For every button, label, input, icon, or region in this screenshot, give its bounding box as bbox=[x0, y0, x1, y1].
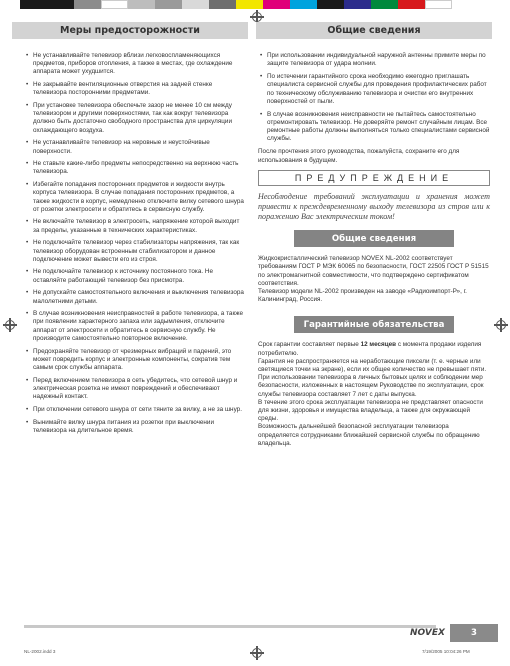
warning-text: Несоблюдение требований эксплуатации и хранения может привести к преждевременному выходу телевизора из строя или к поражению Вас электрическим током! bbox=[258, 191, 490, 222]
warranty-lead-tail: с момента продажи изделия потребителю. bbox=[258, 341, 482, 357]
color-swatch bbox=[317, 0, 344, 9]
color-swatch bbox=[128, 0, 155, 9]
left-bullet-item: • Не ставьте какие-либо предметы непосредственно на верхнюю часть телевизора. bbox=[24, 160, 246, 176]
color-swatch bbox=[263, 0, 290, 9]
right-column bbox=[258, 52, 490, 448]
color-swatch bbox=[371, 0, 398, 9]
general-paragraph-2: Телевизор модели NL-2002 произведен на заводе «Радиоимпорт-Р», г. Калининград, Россия. bbox=[258, 287, 467, 304]
warranty-paragraph: В течение этого срока эксплуатации телевизора не представляет опасности для жизни, здоровья и имущества владельца, а также для окружающей среды. bbox=[258, 398, 483, 423]
general-paragraph-1: Жидкокристаллический телевизор NOVEX NL-2002 соответствует требованиям ГОСТ Р МЭК 60065 по безопасности, ГОСТ 22505 ГОСТ Р 51515 по электромагнитной совместимости, что подтверждено сертификатом соответствия. bbox=[258, 255, 489, 287]
left-bullet-item: • Не подключайте телевизор через стабилизаторы напряжения, так как телевизор оборудован встроенным стабилизатором и данное подключение может вывести его из строя. bbox=[24, 239, 246, 264]
left-bullet-item: • В случае возникновения неисправностей в работе телевизора, а также при появлении характерного запаха или задымления, отключите аппарат от электросети и обратитесь в сервисную службу. Не производите самостоятельно повторное включение. bbox=[24, 310, 246, 343]
color-swatch bbox=[101, 0, 128, 9]
left-bullet-item: • При установке телевизора обеспечьте зазор не менее 10 см между телевизором и другими поверхностями, так как вокруг телевизора должно быть достаточно свободного пространства для циркуляции охлаждающего воздуха. bbox=[24, 102, 246, 135]
color-swatch bbox=[398, 0, 425, 9]
footer-file-info: NL-2002.indd 3 bbox=[24, 649, 56, 654]
color-swatch bbox=[236, 0, 263, 9]
general-section-title: Общие сведения bbox=[294, 230, 454, 247]
left-bullet-item: • Избегайте попадания посторонних предметов и жидкости внутрь корпуса телевизора. В случае попадания посторонних предметов, а также жидкости в корпус, немедленно отключите вилку сетевого шнура от розетки электросети и обратитесь в сервисную службу. bbox=[24, 181, 246, 214]
warning-box bbox=[258, 170, 490, 186]
warranty-period: 12 месяцев bbox=[360, 341, 397, 349]
left-bullet-item: • Не закрывайте вентиляционные отверстия на задней стенке телевизора посторонними предметами. bbox=[24, 81, 246, 97]
footer-timestamp: 7/19/2005 10:04:26 PM bbox=[422, 649, 470, 654]
color-swatch bbox=[290, 0, 317, 9]
left-bullet-item: • Не устанавливайте телевизор на неровные и неустойчивые поверхности. bbox=[24, 139, 246, 155]
left-bullet-item: • Перед включением телевизора в сеть убедитесь, что сетевой шнур и электрическая розетка не имеют повреждений и обеспечивают надежный контакт. bbox=[24, 377, 246, 402]
right-bullet-item: • В случае возникновения неисправности не пытайтесь самостоятельно отремонтировать телевизор. Не доверяйте ремонт случайным лицам. Все ремонтные работы должны выполняться только специалистами сервисной службы. bbox=[258, 111, 490, 144]
warranty-paragraph: Гарантия не распространяется на неработающие пиксели (т. е. черные или светящиеся точки на экране), если их общее количество не превышает пяти. bbox=[258, 357, 487, 373]
right-bullet-item: • При использовании индивидуальной наружной антенны примите меры по защите телевизора от удара молнии. bbox=[258, 52, 490, 68]
left-bullet-item: • Не допускайте самостоятельного включения и выключения телевизора малолетними детьми. bbox=[24, 289, 246, 305]
warranty-lead-text: Срок гарантии составляет первые bbox=[258, 341, 361, 349]
color-swatch bbox=[344, 0, 371, 9]
registration-mark-bottom bbox=[250, 646, 264, 660]
color-swatch bbox=[155, 0, 182, 9]
right-bullets bbox=[258, 52, 490, 144]
warranty-details bbox=[258, 358, 490, 448]
brand-logo: NOVEX bbox=[410, 628, 445, 638]
left-header: Меры предосторожности bbox=[12, 22, 248, 39]
right-header: Общие сведения bbox=[256, 22, 492, 39]
warning-title: ПРЕДУПРЕЖДЕНИЕ bbox=[294, 172, 454, 183]
left-bullet-item: • Не подключайте телевизор к источнику постоянного тока. Не оставляйте работающий телевизор без присмотра. bbox=[24, 268, 246, 284]
warranty-paragraph: Возможность дальнейшей безопасной эксплуатации телевизора определяется сотрудниками ближайшей сервисной службы по обращению владельца. bbox=[258, 423, 480, 447]
warranty-section-title: Гарантийные обязательства bbox=[294, 316, 454, 333]
left-bullet-item: • При отключении сетевого шнура от сети тяните за вилку, а не за шнур. bbox=[24, 406, 246, 414]
color-swatch bbox=[74, 0, 101, 9]
warranty-paragraph: При использовании телевизора в личных бытовых целях и соблюдении мер безопасности, изложенных в настоящем Руководстве по эксплуатации, срок службы телевизора составляет 7 лет с даты выпуска. bbox=[258, 374, 484, 398]
color-swatch bbox=[47, 0, 74, 9]
page-number: 3 bbox=[450, 624, 498, 642]
left-bullet-item: • Не включайте телевизор в электросеть, напряжение которой выходит за пределы, указанные в технических характеристиках. bbox=[24, 218, 246, 234]
left-column bbox=[24, 52, 246, 439]
bottom-rule bbox=[24, 625, 436, 628]
right-bullet-item: • По истечении гарантийного срока необходимо ежегодно приглашать специалиста сервисной службы для проведения профилактических работ по техническому обслуживанию телевизора и очистки его внутренних поверхностей от пыли. bbox=[258, 73, 490, 106]
color-swatch bbox=[182, 0, 209, 9]
warranty-lead bbox=[258, 341, 490, 357]
color-swatch bbox=[425, 0, 452, 9]
left-bullet-item: • Предохраняйте телевизор от чрезмерных вибраций и падений, это может повредить корпус и электронные компоненты, сократив тем самым срок службы аппарата. bbox=[24, 348, 246, 373]
registration-mark-left bbox=[3, 318, 17, 332]
color-swatch bbox=[20, 0, 47, 9]
left-bullet-item: • Не устанавливайте телевизор вблизи легковоспламеняющихся предметов, приборов отопления, а также в местах, где охлаждение аппарата может ухудшится. bbox=[24, 52, 246, 77]
after-reading-text: После прочтения этого руководства, пожалуйста, сохраните его для использования в будущем. bbox=[258, 148, 460, 164]
registration-mark-right bbox=[494, 318, 508, 332]
left-bullet-item: • Вынимайте вилку шнура питания из розетки при выключении телевизора на длительное время. bbox=[24, 419, 246, 435]
color-swatch bbox=[209, 0, 236, 9]
